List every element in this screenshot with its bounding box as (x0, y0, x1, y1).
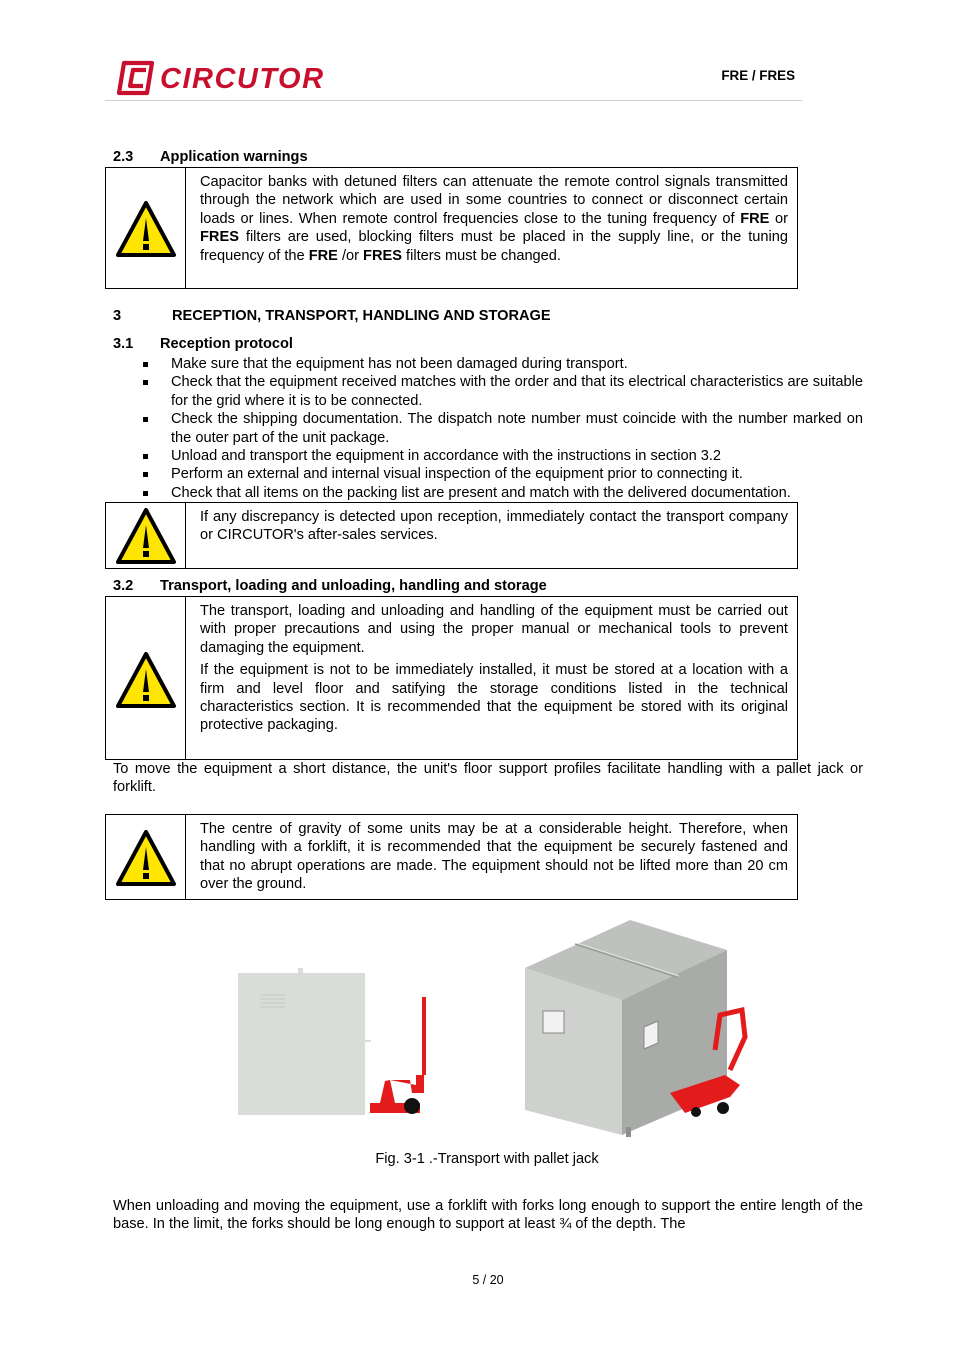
list-item: Make sure that the equipment has not been damaged during transport. (113, 355, 863, 373)
section-heading-3 (113, 308, 713, 326)
reception-checklist (113, 355, 863, 502)
list-item: Check that all items on the packing list are present and match with the delivered documentation. (113, 484, 863, 502)
body-paragraph: When unloading and moving the equipment, use a forklift with forks long enough to support the entire length of the base. In the limit, the forks should be long enough to support at least ¾ of the depth. The (113, 1198, 863, 1233)
warning-box-gravity (105, 814, 798, 900)
section-heading-3-1 (113, 336, 513, 354)
section-title: Application warnings (160, 149, 308, 165)
section-title: RECEPTION, TRANSPORT, HANDLING AND STORAGE (172, 308, 551, 324)
section-number: 3.1 (113, 336, 134, 352)
list-item: Check the shipping documentation. The dispatch note number must coincide with the number marked on the outer part of the unit package. (113, 410, 863, 447)
warning-triangle-icon (115, 829, 177, 887)
circutor-logo (116, 57, 348, 99)
warning-text: Capacitor banks with detuned filters can attenuate the remote control signals transmitted through the network which are used in some countries to connect or disconnect certain loads or lines. When remote control frequencies close to the tuning frequency of FRE or FRES filters are used, blocking filters must be placed in the supply line, or the tuning frequency of the FRE /or FRES filters must be changed. (200, 174, 788, 264)
section-title: Reception protocol (160, 336, 293, 352)
section-number: 2.3 (113, 149, 134, 165)
list-item: Perform an external and internal visual inspection of the equipment prior to connecting it. (113, 465, 863, 483)
warning-triangle-icon (115, 507, 177, 565)
page-number: 5 / 20 (472, 1273, 504, 1287)
section-number: 3.2 (113, 578, 134, 594)
cabinet-side-view (238, 968, 371, 1115)
body-paragraph: To move the equipment a short distance, the unit's floor support profiles facilitate handling with a pallet jack or forklift. (113, 761, 863, 796)
warning-triangle-icon (115, 651, 177, 709)
warning-text: If any discrepancy is detected upon reception, immediately contact the transport company or CIRCUTOR's after-sales services. (200, 509, 788, 544)
header-divider (105, 100, 802, 101)
section-heading-3-2 (113, 578, 713, 596)
warning-paragraph: If the equipment is not to be immediately installed, it must be stored at a location with a firm and level floor and satifying the storage conditions listed in the technical characteristics section. It is recommended that the equipment be stored with its original protective packaging. (200, 662, 788, 734)
list-item: Unload and transport the equipment in accordance with the instructions in section 3.2 (113, 447, 863, 465)
doc-code: FRE / FRES (721, 68, 795, 83)
warning-box-reception (105, 502, 798, 569)
section-number: 3 (113, 308, 122, 324)
warning-paragraph: The transport, loading and unloading and handling of the equipment must be carried out with proper precautions and using the proper manual or mechanical tools to prevent damaging the equipment. (200, 603, 788, 656)
pallet-jack-side (370, 997, 424, 1114)
warning-box-transport (105, 596, 798, 760)
warning-triangle-icon (115, 200, 177, 258)
brand-wordmark: CIRCUTOR (160, 63, 325, 95)
section-title: Transport, loading and unloading, handling and storage (160, 578, 547, 594)
warning-text: The centre of gravity of some units may be at a considerable height. Therefore, when handling with a forklift, it is recommended that the equipment be securely fastened and that no abrupt operations are made. The equipment should not be lifted more than 20 cm over the ground. (200, 821, 788, 893)
list-item: Check that the equipment received matches with the order and that its electrical characteristics are suitable for the grid where it is to be connected. (113, 373, 863, 410)
section-heading-2-3 (113, 149, 513, 167)
warning-text (200, 602, 788, 735)
figure-caption: Fig. 3-1 .-Transport with pallet jack (375, 1151, 599, 1167)
warning-box-application (105, 167, 798, 289)
figure-pallet-jack (230, 915, 760, 1145)
